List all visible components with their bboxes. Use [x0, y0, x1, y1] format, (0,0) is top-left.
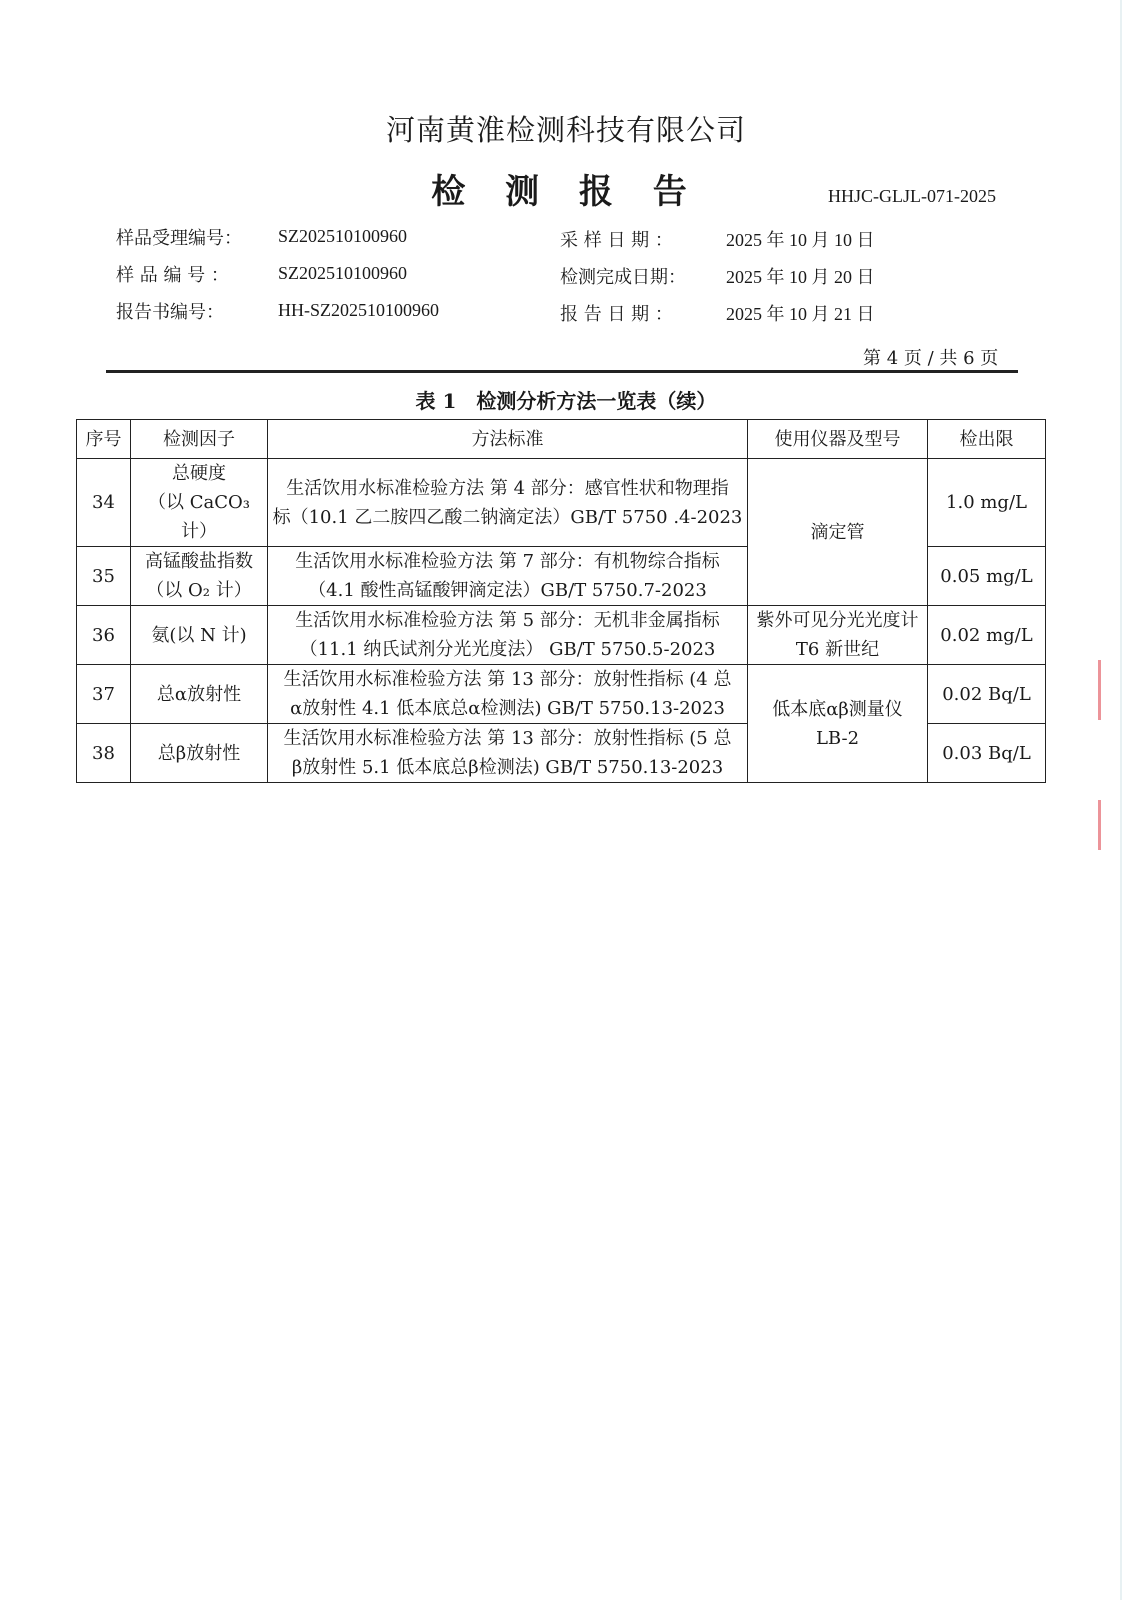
- row-factor: [131, 459, 268, 547]
- row-factor: [131, 547, 268, 606]
- row-no: 38: [77, 724, 131, 783]
- table-title: 表 1 检测分析方法一览表（续）: [415, 389, 717, 413]
- row-factor: 总α放射性: [131, 665, 268, 724]
- row-no: 35: [77, 547, 131, 606]
- report-number-value: HH-SZ202510100960: [278, 300, 439, 320]
- table-row: [77, 665, 1046, 724]
- company-name: 河南黄淮检测科技有限公司: [385, 113, 746, 147]
- instrument-line: 低本底αβ测量仪: [772, 698, 903, 720]
- sampling-date-value: 2025 年 10 月 10 日: [726, 230, 875, 250]
- row-factor: 氨(以 N 计): [131, 606, 268, 665]
- report-number-label: 报告书编号：: [116, 302, 224, 323]
- method-line: β放射性 5.1 低本底总β检测法) GB/T 5750.13-2023: [291, 757, 724, 778]
- instrument-line: LB-2: [815, 727, 860, 749]
- table-row: [77, 606, 1046, 665]
- row-instrument: [748, 665, 928, 783]
- sample-acceptance-label: 样品受理编号：: [116, 228, 242, 249]
- header-instrument: 使用仪器及型号: [748, 420, 928, 459]
- table-row: [77, 459, 1046, 547]
- row-limit: 0.03 Bq/L: [928, 724, 1046, 783]
- row-no: 34: [77, 459, 131, 547]
- factor-line: 总硬度: [172, 463, 226, 484]
- row-limit: 1.0 mg/L: [928, 459, 1046, 547]
- factor-line: （以 O₂ 计）: [146, 580, 252, 601]
- methods-table: [76, 419, 1046, 783]
- row-instrument: [748, 606, 928, 665]
- sampling-date-label: 采 样 日 期 ：: [560, 230, 673, 251]
- row-method: [268, 459, 748, 547]
- header-limit: 检出限: [928, 420, 1046, 459]
- report-date-label: 报 告 日 期 ：: [560, 304, 673, 325]
- seal-stamp-fragment: [1098, 800, 1132, 850]
- factor-line: 高锰酸盐指数: [145, 551, 253, 572]
- table-header-row: [77, 420, 1046, 459]
- header-divider: [106, 370, 1018, 373]
- method-line: 标（10.1 乙二胺四乙酸二钠滴定法）GB/T 5750 .4-2023: [272, 506, 743, 528]
- row-method: [268, 606, 748, 665]
- header-no: 序号: [77, 420, 131, 459]
- method-line: 生活饮用水标准检验方法 第 5 部分：无机非金属指标: [295, 610, 720, 631]
- row-instrument: 滴定管: [748, 459, 928, 606]
- report-code: HHJC-GLJL-071-2025: [828, 186, 996, 206]
- row-factor: 总β放射性: [131, 724, 268, 783]
- method-line: 生活饮用水标准检验方法 第 13 部分：放射性指标 (5 总: [283, 728, 732, 749]
- method-line: 生活饮用水标准检验方法 第 4 部分：感官性状和物理指: [286, 477, 729, 499]
- row-limit: 0.05 mg/L: [928, 547, 1046, 606]
- instrument-line: T6 新世纪: [795, 639, 880, 660]
- row-no: 37: [77, 665, 131, 724]
- method-line: 生活饮用水标准检验方法 第 13 部分：放射性指标 (4 总: [283, 669, 732, 690]
- method-line: （4.1 酸性高锰酸钾滴定法）GB/T 5750.7-2023: [308, 580, 707, 601]
- sample-number-value: SZ202510100960: [278, 263, 408, 283]
- method-line: α放射性 4.1 低本底总α检测法) GB/T 5750.13-2023: [290, 698, 725, 719]
- header-method: 方法标准: [268, 420, 748, 459]
- row-no: 36: [77, 606, 131, 665]
- row-limit: 0.02 mg/L: [928, 606, 1046, 665]
- seal-stamp-fragment: [1098, 660, 1132, 720]
- page-number: 第 4 页 / 共 6 页: [863, 348, 999, 369]
- instrument-line: 紫外可见分光光度计: [756, 610, 919, 631]
- sample-number-label: 样 品 编 号 ：: [116, 265, 229, 286]
- report-title: 检 测 报 告: [431, 172, 701, 212]
- header-factor: 检测因子: [131, 420, 268, 459]
- row-method: [268, 665, 748, 724]
- report-date-value: 2025 年 10 月 21 日: [726, 304, 875, 324]
- method-line: 生活饮用水标准检验方法 第 7 部分：有机物综合指标: [295, 551, 720, 572]
- sample-acceptance-value: SZ202510100960: [278, 226, 408, 246]
- method-line: （11.1 纳氏试剂分光光度法） GB/T 5750.5-2023: [299, 639, 716, 660]
- row-method: [268, 547, 748, 606]
- row-limit: 0.02 Bq/L: [928, 665, 1046, 724]
- completion-date-value: 2025 年 10 月 20 日: [726, 267, 875, 287]
- row-method: [268, 724, 748, 783]
- completion-date-label: 检测完成日期：: [560, 267, 686, 288]
- factor-line: （以 CaCO₃ 计）: [148, 492, 250, 542]
